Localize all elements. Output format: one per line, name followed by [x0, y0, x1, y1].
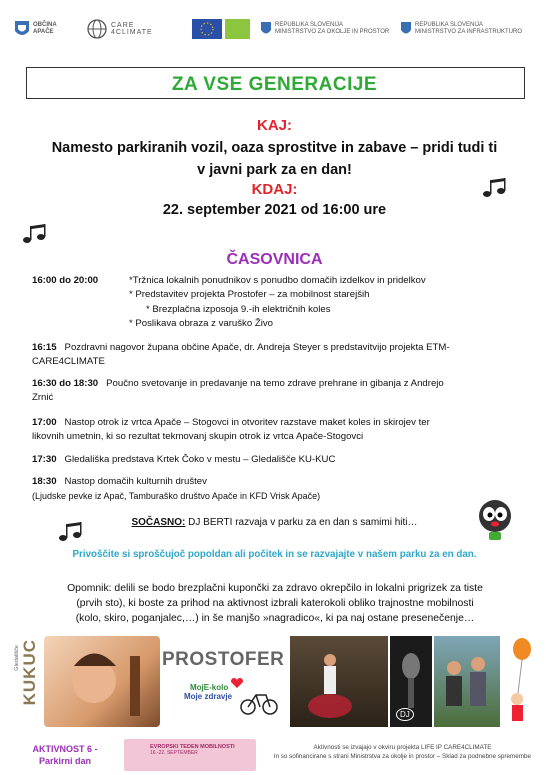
mobility-week-line1: EVROPSKI TEDEN MOBILNOSTI: [150, 744, 235, 750]
music-notes-icon: [480, 176, 514, 200]
reminder-note: [32, 581, 518, 626]
mobility-week-logo: [124, 739, 256, 771]
globe-icon: [86, 18, 108, 40]
header-logos: [14, 12, 535, 46]
schedule-text: Poučno svetovanje in predavanje na temo zdrave prehrane in gibanja z Andrejo: [106, 378, 444, 389]
balloon-icon: [500, 631, 540, 731]
note-line: (prvih sto), ki boste za prihod na aktivnost izbrali katerokoli obliko trajnostne mobilnosti: [76, 598, 474, 609]
photo-icon: [434, 636, 500, 727]
schedule-text: Gledališka predstava Krtek Čoko v mestu – Gledališče KU-KUC: [64, 454, 336, 465]
schedule-row: [32, 475, 522, 504]
simultaneous-line: [0, 517, 549, 528]
schedule-text: likovnih umetnin, ki so rezultat tekmovanj skupin otrok iz vrtca Apače-Stogovci: [32, 431, 364, 442]
crest-icon: [14, 19, 30, 39]
schedule-item: *Tržnica lokalnih ponudnikov s ponudbo domačih izdelkov in pridelkov: [129, 275, 426, 286]
coat-of-arms-icon: [400, 21, 412, 37]
simultaneous-text: DJ BERTI razvaja v parku za en dan s samimi hiti…: [185, 517, 418, 528]
what-text-line2: v javni park za en dan!: [197, 162, 352, 178]
schedule-time-4: 17:00: [32, 417, 57, 428]
schedule-text: (Ljudske pevke iz Apač, Tamburaško društvo Apače in KFD Vrisk Apače): [32, 491, 321, 501]
ministry-env-logo: [260, 12, 389, 46]
music-notes-icon: [20, 222, 54, 246]
family-photo: [434, 636, 500, 727]
funding-line2: in so sofinancirane s strani Ministrstva za okolje in prostor – Sklad za podnebne spremembe: [274, 753, 531, 760]
mascot-icon: [470, 496, 520, 542]
bicycle-icon: [240, 689, 278, 715]
note-line: Opomnik: delili se bodo brezplačni kupončki za zdravo okrepčilo in lokalni prigrizek za tiste: [67, 583, 483, 594]
dj-photo: [390, 636, 432, 727]
footer: [14, 739, 539, 771]
activity-label: [20, 743, 110, 767]
eu-life-icon: [192, 18, 250, 40]
schedule-row: [32, 416, 522, 444]
schedule-title: ČASOVNICA: [226, 251, 323, 268]
ministry-infra-logo: [400, 12, 522, 46]
moje-kolo-text: MojE-kolo: [190, 683, 229, 692]
schedule-item: * Poslikava obraza z varuško Živo: [129, 318, 273, 329]
schedule-time-2: 16:15: [32, 342, 57, 353]
care4climate-logo: [86, 12, 153, 46]
photo-icon: [44, 636, 160, 727]
invite-text: Privoščite si sproščujoč popoldan ali počitek in se razvajajte v našem parku za en dan.: [72, 549, 477, 560]
activity-line1: AKTIVNOST 6 -: [32, 744, 98, 754]
schedule-item: * Predstavitev projekta Prostofer – za mobilnost starejših: [129, 289, 370, 300]
theatre-logo-text: KUKUC: [20, 639, 39, 706]
municipality-line2: APAČE: [33, 29, 54, 35]
what-label: KAJ:: [256, 117, 292, 134]
prostofer-text: PROSTOFER: [162, 649, 285, 670]
schedule-time-3: 16:30 do 18:30: [32, 378, 99, 389]
when-text: 22. september 2021 od 16:00 ure: [162, 202, 387, 218]
life-eu-logo: [192, 12, 250, 46]
folk-dance-photo: [290, 636, 388, 727]
schedule-text: Nastop domačih kulturnih društev: [64, 476, 207, 487]
schedule-time-1: 16:00 do 20:00: [32, 275, 99, 286]
photo-icon: [290, 636, 388, 727]
mobility-week-line2: 16.-22. SEPTEMBER: [150, 750, 198, 756]
ministry-infra-line2: MINISTRSTVO ZA INFRASTRUKTURO: [415, 29, 523, 35]
funding-note: [266, 743, 539, 761]
project-line1: CARE: [111, 22, 135, 29]
ministry-env-line1: REPUBLIKA SLOVENIJA: [275, 22, 344, 28]
photo-strip: [14, 631, 539, 731]
ministry-infra-line1: REPUBLIKA SLOVENIJA: [415, 22, 484, 28]
simultaneous-label: SOČASNO:: [131, 517, 186, 528]
schedule-text: Nastop otrok iz vrtca Apače – Stogovci in otvoritev razstave maket koles in skirojev ter: [64, 417, 430, 428]
moje-zdravje-text: Moje zdravje: [184, 692, 233, 701]
theatre-small: Gledališče: [14, 645, 20, 671]
schedule-text: CARE4CLIMATE: [32, 356, 105, 367]
funding-line1: Aktivnosti se izvajajo v okviru projekta LIFE IP CARE4CLIMATE: [313, 744, 492, 751]
municipality-line1: OBČINA: [33, 22, 57, 28]
schedule-text: Pozdravni nagovor župana občine Apače, dr. Andreja Steyer s predstavitvijo projekta ETM-: [64, 342, 450, 353]
coat-of-arms-icon: [260, 21, 272, 37]
what-text-line1: Namesto parkiranih vozil, oaza sprostitve in zabave – pridi tudi ti: [51, 140, 498, 156]
activity-line2: Parkirni dan: [38, 756, 92, 766]
schedule-item: * Brezplačna izposoja 9.-ih električnih koles: [146, 304, 331, 315]
schedule-time-6: 18:30: [32, 476, 57, 487]
note-line: (kolo, skiro, poganjalec,…) in še manjšo »nagradico«, ki pa naj ostane presenečenje…: [75, 613, 475, 624]
schedule-time-5: 17:30: [32, 454, 57, 465]
page-title: ZA VSE GENERACIJE: [171, 74, 378, 95]
when-label: KDAJ:: [251, 181, 298, 198]
dj-label: DJ: [396, 708, 414, 721]
schedule-row: [32, 341, 522, 369]
prostofer-logo: [162, 649, 288, 729]
face-painting-photo: [44, 636, 160, 727]
theatre-logo: [14, 639, 44, 727]
municipality-logo: [14, 12, 57, 46]
heart-icon: [230, 677, 244, 689]
schedule-text: Zrnić: [32, 392, 54, 403]
ministry-env-line2: MINISTRSTVO ZA OKOLJE IN PROSTOR: [275, 29, 390, 35]
schedule-row: [32, 453, 522, 467]
schedule-row: [32, 377, 522, 405]
project-line2: 4CLIMATE: [111, 29, 153, 36]
